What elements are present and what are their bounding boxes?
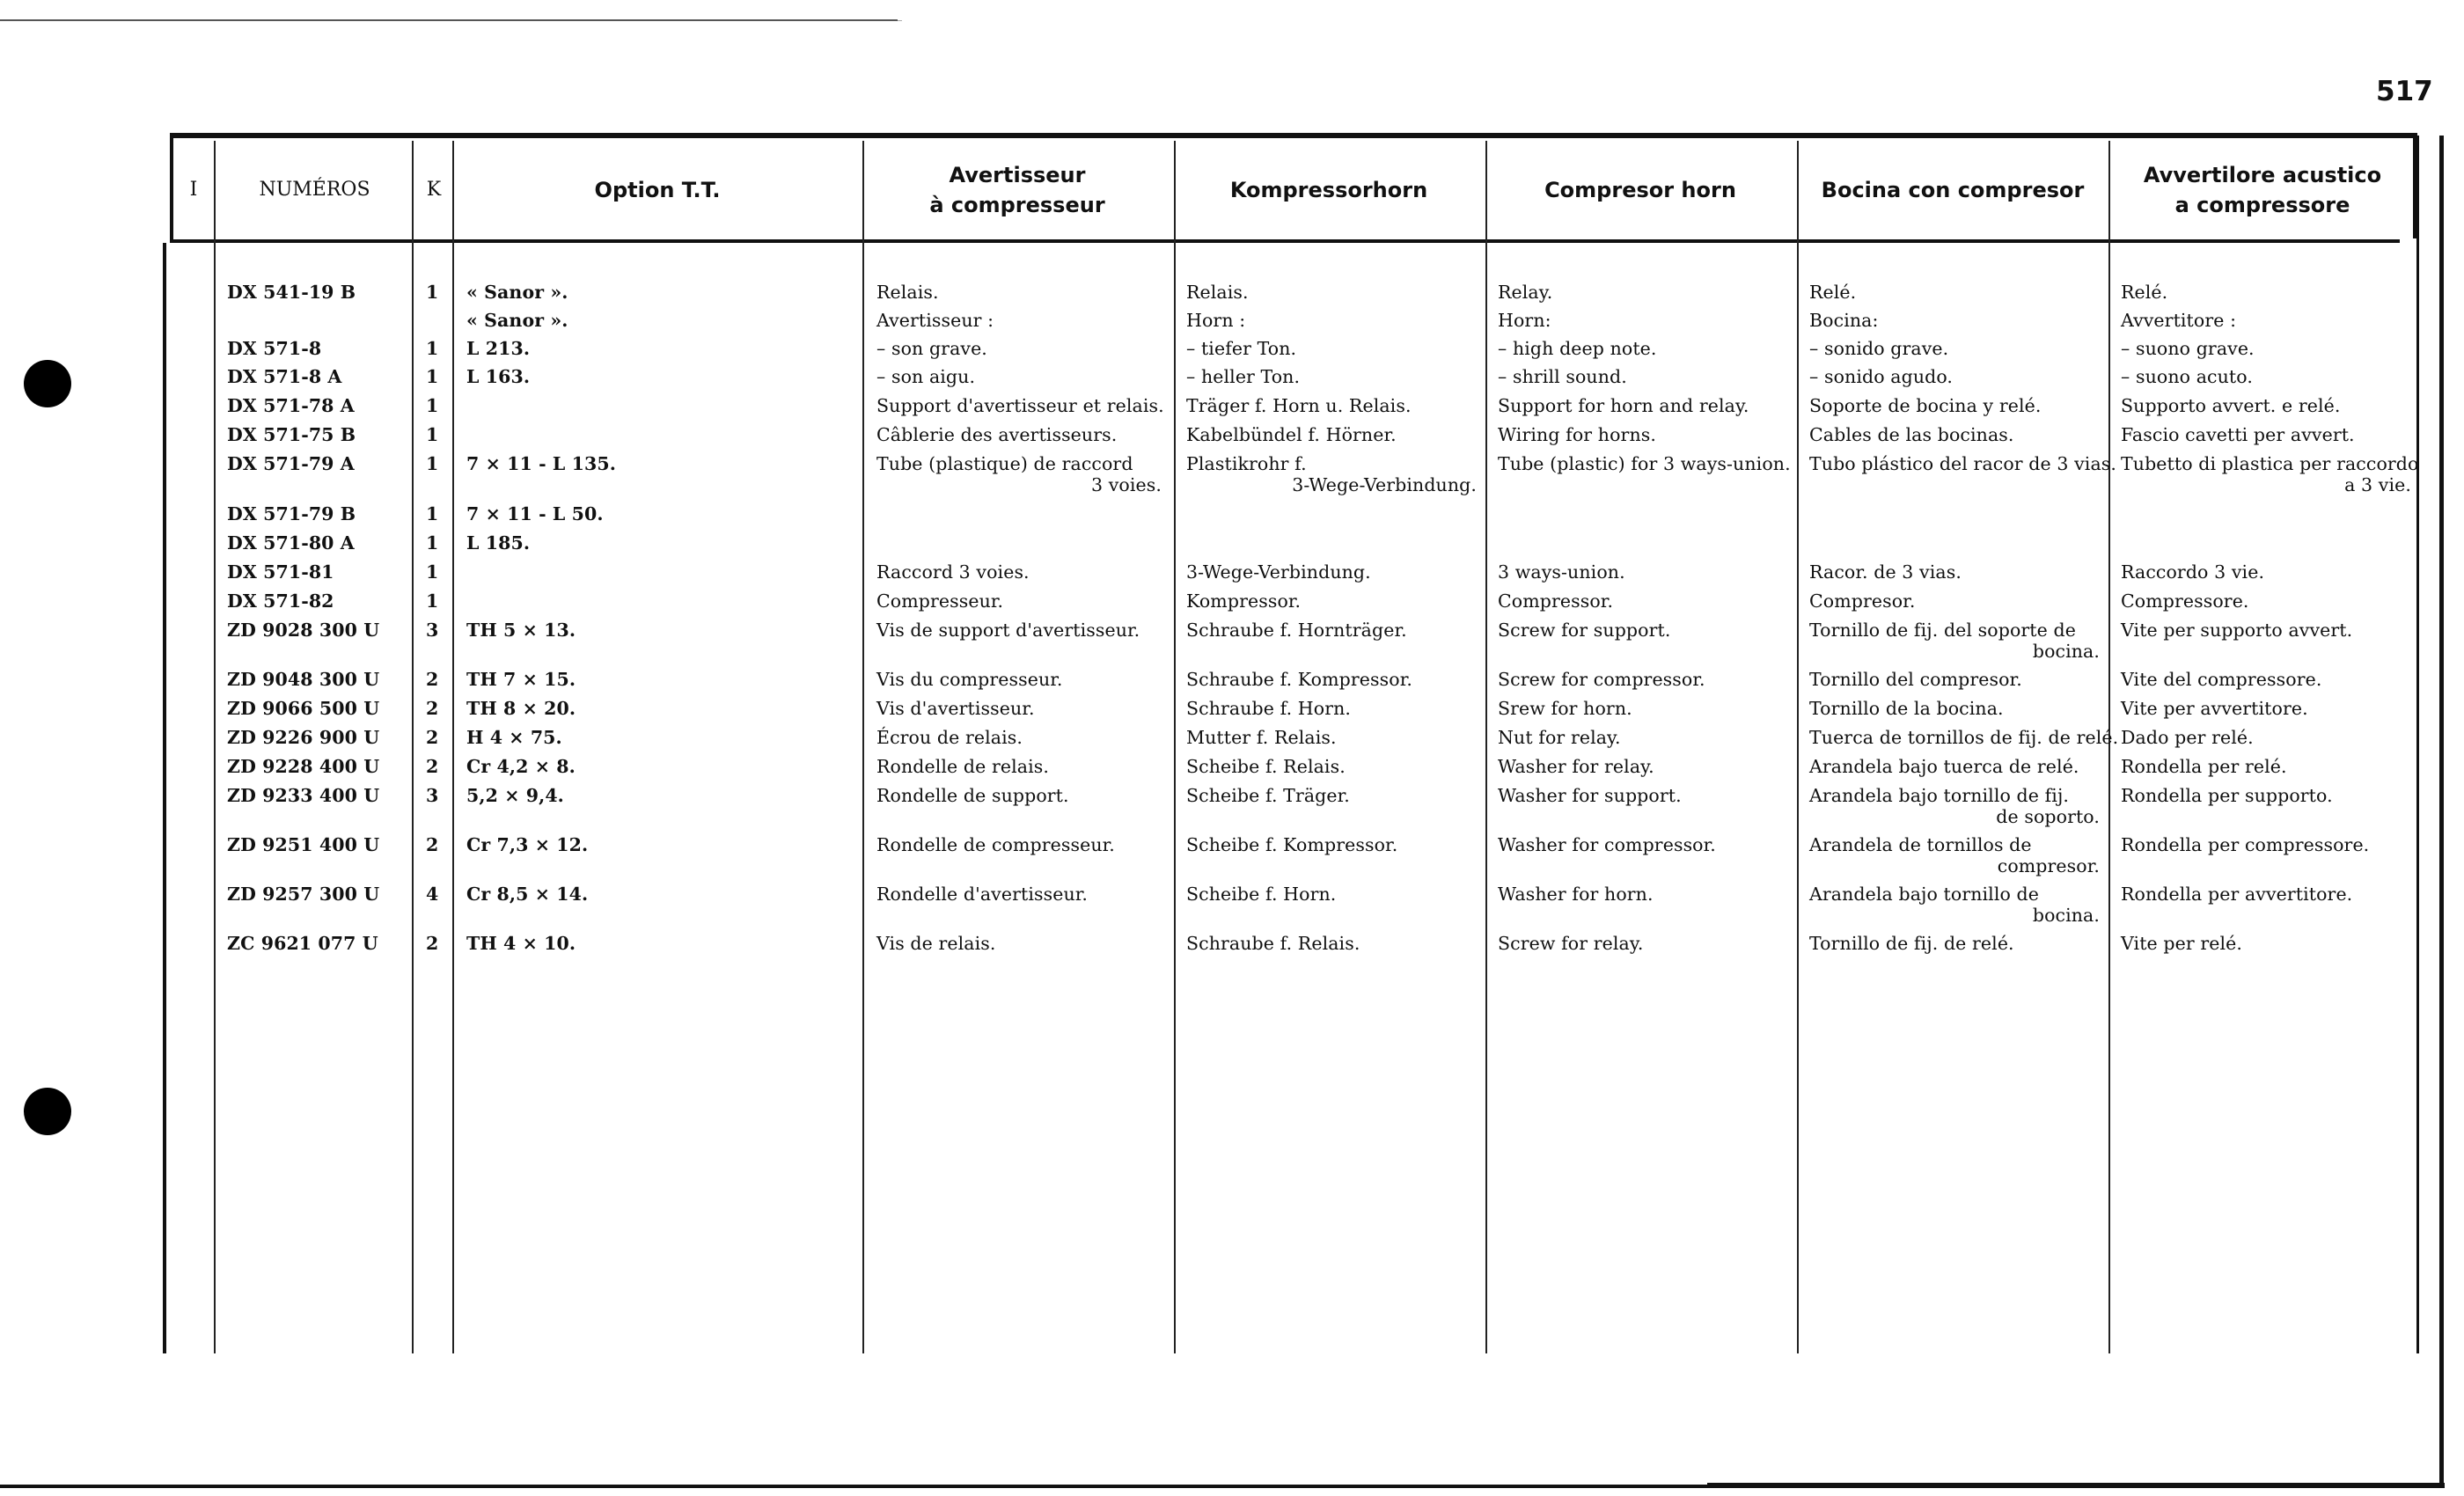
cell-fr: Compresseur.	[876, 590, 1004, 612]
cell-it: Compressore.	[2121, 590, 2249, 612]
cell-de: Schraube f. Relais.	[1186, 933, 1360, 954]
cell-de: Mutter f. Relais.	[1186, 727, 1337, 748]
cell-k: 2	[426, 727, 439, 748]
cell-it-continued: a 3 vie.	[2344, 474, 2411, 495]
cell-opt: TH 7 × 15.	[466, 669, 576, 690]
cell-de: – heller Ton.	[1186, 366, 1301, 387]
cell-opt: 5,2 × 9,4.	[466, 785, 564, 806]
cell-k: 3	[426, 620, 439, 641]
cell-k: 1	[426, 561, 439, 583]
cell-es-continued: bocina.	[2032, 641, 2100, 662]
cell-en: Screw for support.	[1498, 620, 1671, 641]
cell-it: Vite per relé.	[2121, 933, 2242, 954]
cell-opt: TH 8 × 20.	[466, 698, 576, 719]
cell-num: DX 571-80 A	[227, 532, 355, 554]
page-number: 517	[2376, 76, 2433, 107]
cell-es: Tornillo de fij. de relé.	[1809, 933, 2014, 954]
cell-opt: Cr 7,3 × 12.	[466, 834, 589, 855]
column-divider	[1174, 141, 1176, 1353]
cell-fr: Vis du compresseur.	[876, 669, 1063, 690]
cell-en: Horn:	[1498, 310, 1551, 331]
cell-it: Relé.	[2121, 282, 2168, 303]
cell-es: Racor. de 3 vias.	[1809, 561, 1962, 583]
cell-es: Tubo plástico del racor de 3 vias.	[1809, 453, 2117, 474]
cell-en: Screw for compressor.	[1498, 669, 1705, 690]
cell-en: Tube (plastic) for 3 ways-union.	[1498, 453, 1791, 474]
cell-es: Compresor.	[1809, 590, 1916, 612]
cell-k: 2	[426, 933, 439, 954]
cell-num: ZD 9226 900 U	[227, 727, 380, 748]
cell-num: DX 571-75 B	[227, 424, 356, 445]
cell-it: Vite per supporto avvert.	[2121, 620, 2353, 641]
cell-en: Screw for relay.	[1498, 933, 1644, 954]
cell-num: ZD 9251 400 U	[227, 834, 380, 855]
cell-fr: Tube (plastique) de raccord	[876, 453, 1133, 474]
header-english: Compresor horn	[1544, 178, 1736, 202]
cell-fr: Support d'avertisseur et relais.	[876, 395, 1164, 416]
cell-it: – suono grave.	[2121, 338, 2255, 359]
cell-en: Washer for horn.	[1498, 884, 1654, 905]
cell-k: 4	[426, 884, 439, 905]
cell-en: Support for horn and relay.	[1498, 395, 1749, 416]
cell-en: Washer for compressor.	[1498, 834, 1716, 855]
cell-de: Plastikrohr f.	[1186, 453, 1307, 474]
cell-de: Träger f. Horn u. Relais.	[1186, 395, 1412, 416]
cell-it: – suono acuto.	[2121, 366, 2253, 387]
header-i: I	[189, 179, 198, 201]
header-french: Avertisseur à compresseur	[929, 163, 1105, 217]
cell-it: Dado per relé.	[2121, 727, 2254, 748]
cell-es: Arandela bajo tornillo de	[1809, 884, 2040, 905]
cell-opt: L 163.	[466, 366, 531, 387]
cell-fr: Écrou de relais.	[876, 727, 1023, 748]
cell-k: 1	[426, 366, 439, 387]
cell-en: Srew for horn.	[1498, 698, 1632, 719]
cell-de: Scheibe f. Träger.	[1186, 785, 1350, 806]
header-option: Option T.T.	[594, 178, 721, 202]
cell-de: Schraube f. Hornträger.	[1186, 620, 1407, 641]
cell-en: Nut for relay.	[1498, 727, 1621, 748]
cell-es: Tuerca de tornillos de fij. de relé.	[1809, 727, 2119, 748]
cell-en: Wiring for horns.	[1498, 424, 1656, 445]
cell-fr: – son aigu.	[876, 366, 976, 387]
column-divider	[862, 141, 864, 1353]
page-shadow-bottom-dark	[1707, 1483, 2445, 1488]
cell-num: DX 571-8	[227, 338, 322, 359]
cell-num: DX 571-8 A	[227, 366, 342, 387]
cell-k: 1	[426, 282, 439, 303]
cell-fr: Vis de relais.	[876, 933, 996, 954]
cell-opt: TH 5 × 13.	[466, 620, 576, 641]
cell-opt: « Sanor ».	[466, 310, 568, 331]
cell-es: Soporte de bocina y relé.	[1809, 395, 2042, 416]
cell-k: 1	[426, 503, 439, 524]
table-right-border-lower	[2416, 136, 2419, 1353]
cell-k: 1	[426, 532, 439, 554]
header-k: K	[426, 179, 442, 201]
page-shadow-right	[2439, 136, 2444, 1486]
cell-num: ZD 9257 300 U	[227, 884, 380, 905]
cell-de: Scheibe f. Kompressor.	[1186, 834, 1398, 855]
cell-it: Rondella per supporto.	[2121, 785, 2333, 806]
header-german: Kompressorhorn	[1229, 178, 1428, 202]
cell-fr: Rondelle de compresseur.	[876, 834, 1115, 855]
binder-hole	[24, 1088, 71, 1135]
cell-num: ZD 9028 300 U	[227, 620, 380, 641]
cell-de: Relais.	[1186, 282, 1249, 303]
cell-k: 3	[426, 785, 439, 806]
header-numeros: NUMÉROS	[259, 179, 370, 201]
cell-es: Arandela bajo tuerca de relé.	[1809, 756, 2079, 777]
cell-fr: Raccord 3 voies.	[876, 561, 1030, 583]
cell-fr: Avertisseur :	[876, 310, 994, 331]
cell-de: Kompressor.	[1186, 590, 1302, 612]
cell-fr: Vis d'avertisseur.	[876, 698, 1035, 719]
cell-fr: – son grave.	[876, 338, 987, 359]
header-italian: Avvertilore acustico a compressore	[2143, 163, 2382, 217]
cell-k: 2	[426, 698, 439, 719]
cell-opt: 7 × 11 - L 135.	[466, 453, 617, 474]
cell-k: 2	[426, 669, 439, 690]
cell-es: Tornillo de fij. del soporte de	[1809, 620, 2076, 641]
column-divider	[452, 141, 454, 1353]
cell-opt: Cr 8,5 × 14.	[466, 884, 589, 905]
cell-es: Cables de las bocinas.	[1809, 424, 2014, 445]
cell-es: Arandela de tornillos de	[1809, 834, 2032, 855]
top-rule-faint	[898, 20, 902, 21]
cell-opt: L 213.	[466, 338, 531, 359]
cell-de-continued: 3-Wege-Verbindung.	[1292, 474, 1477, 495]
cell-es-continued: de soporto.	[1996, 806, 2100, 827]
cell-es: Tornillo de la bocina.	[1809, 698, 2004, 719]
binder-hole	[24, 360, 71, 407]
cell-it: Vite per avvertitore.	[2121, 698, 2308, 719]
cell-es: – sonido grave.	[1809, 338, 1949, 359]
cell-opt: Cr 4,2 × 8.	[466, 756, 576, 777]
cell-de: Scheibe f. Relais.	[1186, 756, 1346, 777]
cell-it: Tubetto di plastica per raccordo	[2121, 453, 2419, 474]
cell-num: ZD 9228 400 U	[227, 756, 380, 777]
column-divider	[1797, 141, 1799, 1353]
cell-en: Washer for relay.	[1498, 756, 1654, 777]
cell-k: 1	[426, 338, 439, 359]
cell-k: 1	[426, 590, 439, 612]
cell-es-continued: compresor.	[1997, 855, 2100, 876]
cell-k: 2	[426, 756, 439, 777]
cell-de: Scheibe f. Horn.	[1186, 884, 1337, 905]
cell-it: Supporto avvert. e relé.	[2121, 395, 2341, 416]
cell-k: 1	[426, 453, 439, 474]
cell-opt: 7 × 11 - L 50.	[466, 503, 604, 524]
cell-fr: Rondelle de relais.	[876, 756, 1049, 777]
cell-it: Avvertitore :	[2121, 310, 2237, 331]
cell-it: Rondella per relé.	[2121, 756, 2287, 777]
cell-num: ZC 9621 077 U	[227, 933, 378, 954]
cell-k: 1	[426, 395, 439, 416]
column-divider	[1485, 141, 1487, 1353]
header-rule	[170, 239, 2400, 243]
cell-num: DX 571-79 A	[227, 453, 355, 474]
body-left-border	[163, 243, 166, 1353]
cell-num: ZD 9048 300 U	[227, 669, 380, 690]
cell-de: 3-Wege-Verbindung.	[1186, 561, 1371, 583]
cell-en: Relay.	[1498, 282, 1553, 303]
cell-de: Schraube f. Horn.	[1186, 698, 1352, 719]
cell-fr: Rondelle d'avertisseur.	[876, 884, 1089, 905]
cell-en: 3 ways-union.	[1498, 561, 1625, 583]
top-rule	[0, 19, 898, 21]
cell-es: Tornillo del compresor.	[1809, 669, 2022, 690]
cell-de: Kabelbündel f. Hörner.	[1186, 424, 1397, 445]
cell-es: Bocina:	[1809, 310, 1879, 331]
cell-opt: H 4 × 75.	[466, 727, 562, 748]
cell-fr: Vis de support d'avertisseur.	[876, 620, 1140, 641]
cell-fr-continued: 3 voies.	[1090, 474, 1162, 495]
header-spanish: Bocina con compresor	[1821, 178, 2085, 202]
cell-en: – high deep note.	[1498, 338, 1657, 359]
cell-num: DX 571-78 A	[227, 395, 355, 416]
cell-en: Compressor.	[1498, 590, 1614, 612]
cell-num: ZD 9066 500 U	[227, 698, 380, 719]
cell-it: Rondella per compressore.	[2121, 834, 2370, 855]
cell-es: – sonido agudo.	[1809, 366, 1954, 387]
cell-de: Schraube f. Kompressor.	[1186, 669, 1412, 690]
column-divider	[412, 141, 414, 1353]
column-divider	[214, 141, 216, 1353]
cell-opt: L 185.	[466, 532, 531, 554]
cell-opt: TH 4 × 10.	[466, 933, 576, 954]
cell-num: ZD 9233 400 U	[227, 785, 380, 806]
cell-en: – shrill sound.	[1498, 366, 1627, 387]
cell-num: DX 571-82	[227, 590, 334, 612]
cell-es: Relé.	[1809, 282, 1857, 303]
cell-fr: Relais.	[876, 282, 939, 303]
cell-k: 2	[426, 834, 439, 855]
cell-de: – tiefer Ton.	[1186, 338, 1297, 359]
cell-num: DX 571-81	[227, 561, 334, 583]
table-top-border	[170, 133, 2416, 138]
cell-num: DX 571-79 B	[227, 503, 356, 524]
cell-es-continued: bocina.	[2032, 905, 2100, 926]
cell-num: DX 541-19 B	[227, 282, 356, 303]
cell-en: Washer for support.	[1498, 785, 1682, 806]
cell-it: Vite del compressore.	[2121, 669, 2322, 690]
cell-it: Raccordo 3 vie.	[2121, 561, 2265, 583]
cell-fr: Câblerie des avertisseurs.	[876, 424, 1118, 445]
cell-opt: « Sanor ».	[466, 282, 568, 303]
cell-it: Rondella per avvertitore.	[2121, 884, 2353, 905]
cell-k: 1	[426, 424, 439, 445]
cell-fr: Rondelle de support.	[876, 785, 1069, 806]
cell-es: Arandela bajo tornillo de fij.	[1809, 785, 2070, 806]
cell-it: Fascio cavetti per avvert.	[2121, 424, 2355, 445]
cell-de: Horn :	[1186, 310, 1246, 331]
